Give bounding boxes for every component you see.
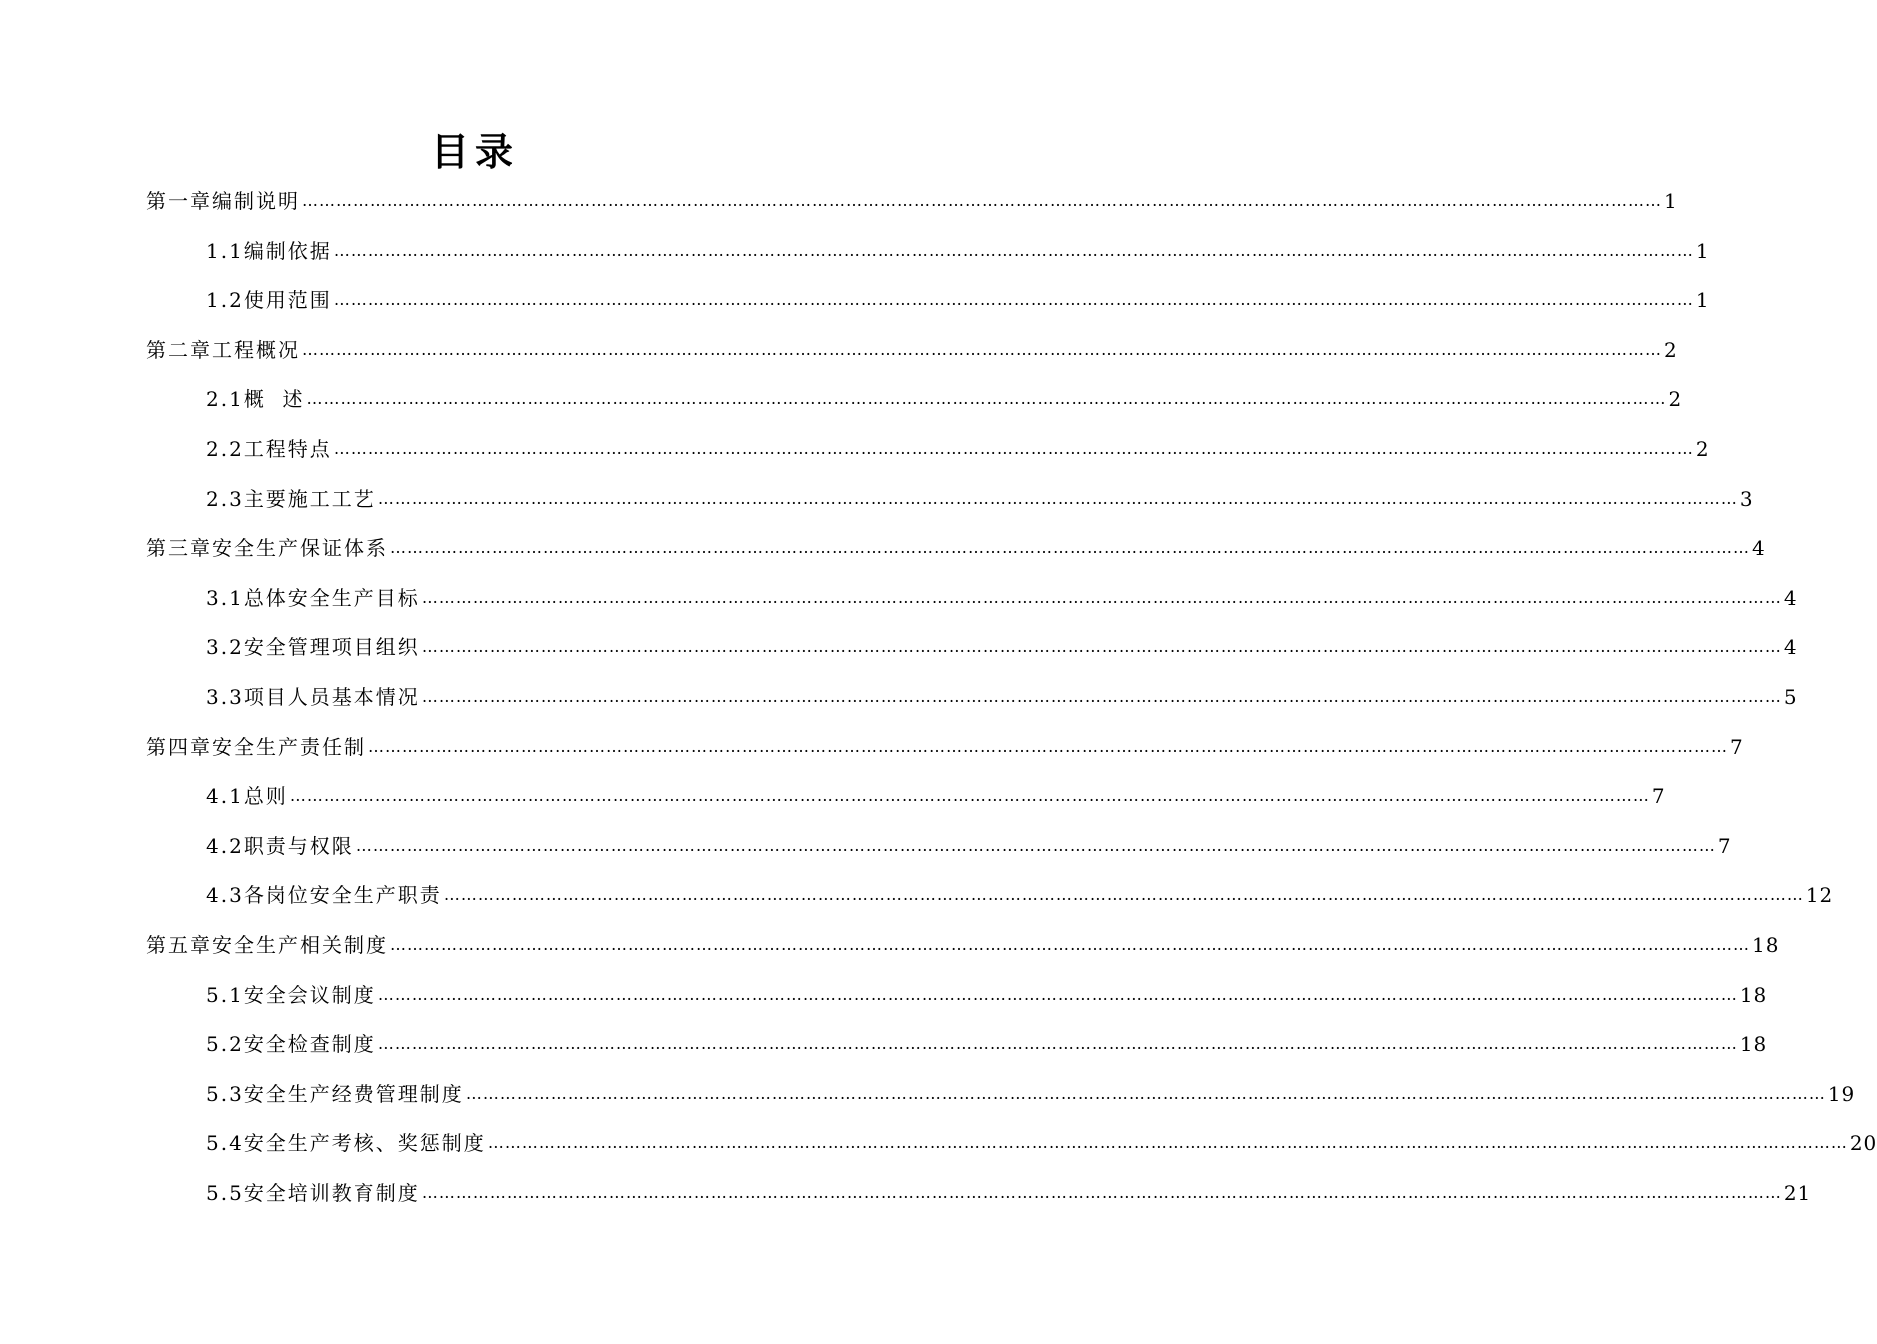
- toc-entry[interactable]: [206, 424, 1710, 474]
- toc-entry-page: 18: [1739, 982, 1768, 1007]
- toc-entry-page: 2: [1695, 437, 1710, 461]
- toc-entry-label: 安全培训教育制度: [243, 1181, 420, 1205]
- toc-entry-number: 5.3: [206, 1081, 244, 1106]
- toc-entry[interactable]: [146, 722, 1744, 772]
- toc-entry-number: 3.1: [206, 585, 244, 610]
- toc-entry-number: 4.1: [206, 784, 244, 809]
- toc-entry-label: 编制说明: [212, 189, 300, 213]
- toc-entry-page: 2: [1668, 387, 1683, 412]
- toc-entry[interactable]: [206, 573, 1798, 623]
- page-title: 目录: [430, 130, 519, 174]
- toc-entry-label: 安全生产相关制度: [212, 933, 388, 957]
- toc-entry[interactable]: [206, 226, 1710, 276]
- toc-entry[interactable]: [206, 374, 1683, 424]
- toc-entry-leader: ……………………………………………………………………………………………………………………………………………………………………………………………………………………: [421, 637, 1782, 657]
- toc-entry-number: 5.5: [206, 1181, 244, 1205]
- toc-entry[interactable]: [146, 920, 1780, 970]
- toc-entry-page: 1: [1695, 288, 1710, 313]
- toc-entry-label: 安全生产责任制: [212, 734, 366, 759]
- toc-entry-label: 安全管理项目组织: [243, 635, 420, 660]
- toc-entry-leader: ……………………………………………………………………………………………………………………………………………………………………………………………………………………: [421, 1183, 1782, 1202]
- toc-entry-page: 4: [1783, 585, 1798, 610]
- toc-entry-number: 4.2: [206, 833, 244, 858]
- toc-entry[interactable]: [206, 1168, 1812, 1218]
- toc-entry-leader: ……………………………………………………………………………………………………………………………………………………………………………………………………………………: [377, 1034, 1738, 1054]
- toc-entry-leader: ……………………………………………………………………………………………………………………………………………………………………………………………………………………: [302, 191, 1662, 210]
- toc-entry-label: 项目人员基本情况: [243, 685, 420, 709]
- toc-entry-page: 5: [1783, 685, 1798, 709]
- toc-entry-leader: ……………………………………………………………………………………………………………………………………………………………………………………………………………………: [465, 1083, 1826, 1103]
- toc-entry[interactable]: [206, 672, 1798, 722]
- toc-entry-number: 第三章: [146, 536, 212, 561]
- toc-entry-label: 工程特点: [243, 437, 332, 461]
- toc-entry[interactable]: [206, 1069, 1856, 1119]
- toc-entry-leader: ……………………………………………………………………………………………………………………………………………………………………………………………………………………: [487, 1133, 1848, 1153]
- toc-entry-leader: ……………………………………………………………………………………………………………………………………………………………………………………………………………………: [306, 389, 1667, 409]
- toc-entry-page: 18: [1739, 1032, 1768, 1057]
- toc-entry-label: 各岗位安全生产职责: [243, 883, 442, 908]
- toc-entry[interactable]: [206, 771, 1666, 821]
- toc-entry-label: 安全生产考核、奖惩制度: [243, 1131, 486, 1156]
- toc-entry-page: 1: [1695, 238, 1710, 263]
- toc-entry-page: 1: [1664, 189, 1678, 213]
- toc-entry-number: 1.1: [206, 238, 244, 263]
- toc-entry-leader: ……………………………………………………………………………………………………………………………………………………………………………………………………………………: [333, 439, 1694, 458]
- toc-entry-label: 主要施工工艺: [243, 486, 376, 511]
- toc-entry[interactable]: [206, 622, 1798, 672]
- toc-entry-number: 5.1: [206, 982, 244, 1007]
- toc-entry-label: 总则: [243, 784, 288, 809]
- toc-entry-page: 4: [1783, 635, 1798, 660]
- toc-entry-number: 1.2: [206, 288, 244, 313]
- toc-entry-page: 21: [1783, 1181, 1812, 1205]
- toc-entry-leader: ……………………………………………………………………………………………………………………………………………………………………………………………………………………: [421, 587, 1782, 607]
- toc-entry[interactable]: [206, 970, 1768, 1020]
- toc-entry-number: 3.2: [206, 635, 244, 660]
- toc-entry-label: 职责与权限: [243, 833, 354, 858]
- toc-entry-label: 编制依据: [243, 238, 332, 263]
- toc-entry-leader: ……………………………………………………………………………………………………………………………………………………………………………………………………………………: [333, 290, 1694, 310]
- toc-entry-number: 第五章: [146, 933, 212, 957]
- toc-entry[interactable]: [206, 1019, 1768, 1069]
- toc-entry-label: 使用范围: [243, 288, 332, 313]
- toc-entry-label: 概 述: [243, 387, 305, 412]
- toc-entry-label: 安全生产经费管理制度: [243, 1081, 464, 1106]
- toc-entry-page: 2: [1664, 337, 1678, 362]
- toc-entry[interactable]: [206, 474, 1754, 524]
- toc-entry-leader: ……………………………………………………………………………………………………………………………………………………………………………………………………………………: [390, 935, 1750, 954]
- toc-entry-number: 5.4: [206, 1131, 244, 1156]
- toc-entry-leader: ……………………………………………………………………………………………………………………………………………………………………………………………………………………: [355, 835, 1716, 855]
- toc-entry-label: 安全生产保证体系: [212, 536, 388, 561]
- toc-entry-page: 20: [1849, 1131, 1877, 1156]
- toc-entry-leader: ……………………………………………………………………………………………………………………………………………………………………………………………………………………: [377, 984, 1738, 1004]
- toc-entry-page: 3: [1739, 486, 1754, 511]
- toc-entry-number: 第一章: [146, 189, 212, 213]
- toc-entry-number: 3.3: [206, 685, 244, 709]
- toc-entry[interactable]: [146, 176, 1678, 226]
- toc-entry-number: 第四章: [146, 734, 212, 759]
- toc-entry-leader: ……………………………………………………………………………………………………………………………………………………………………………………………………………………: [289, 786, 1650, 806]
- toc-entry-leader: ……………………………………………………………………………………………………………………………………………………………………………………………………………………: [368, 736, 1728, 756]
- toc-entry-leader: ……………………………………………………………………………………………………………………………………………………………………………………………………………………: [377, 488, 1738, 508]
- toc-entry[interactable]: [206, 275, 1710, 325]
- toc-entry-label: 安全检查制度: [243, 1032, 376, 1057]
- toc-entry[interactable]: [206, 1118, 1877, 1168]
- toc-entry[interactable]: [146, 523, 1766, 573]
- toc-entry-leader: ……………………………………………………………………………………………………………………………………………………………………………………………………………………: [390, 538, 1750, 558]
- toc-entry-number: 4.3: [206, 883, 244, 908]
- toc-entry-leader: ……………………………………………………………………………………………………………………………………………………………………………………………………………………: [302, 339, 1662, 359]
- toc-entry-page: 19: [1827, 1081, 1856, 1106]
- toc-entry-leader: ……………………………………………………………………………………………………………………………………………………………………………………………………………………: [333, 240, 1694, 260]
- toc-entry-page: 12: [1805, 883, 1834, 908]
- toc-entry-page: 7: [1651, 784, 1666, 809]
- toc-entry-page: 7: [1717, 833, 1732, 858]
- toc-entry[interactable]: [146, 325, 1678, 375]
- toc-entry-page: 7: [1730, 734, 1744, 759]
- toc-entry-label: 工程概况: [212, 337, 300, 362]
- toc-entry-label: 安全会议制度: [243, 982, 376, 1007]
- toc-entry-page: 4: [1752, 536, 1766, 561]
- toc-entry-number: 第二章: [146, 337, 212, 362]
- toc-entry[interactable]: [206, 821, 1732, 871]
- toc-entry-number: 2.2: [206, 437, 244, 461]
- toc-entry-number: 2.3: [206, 486, 244, 511]
- toc-entry-leader: ……………………………………………………………………………………………………………………………………………………………………………………………………………………: [421, 687, 1782, 706]
- toc-entry-label: 总体安全生产目标: [243, 585, 420, 610]
- toc-entry-number: 5.2: [206, 1032, 244, 1057]
- toc-entry-number: 2.1: [206, 387, 244, 412]
- toc-entry-leader: ……………………………………………………………………………………………………………………………………………………………………………………………………………………: [443, 885, 1804, 905]
- toc-entry[interactable]: [206, 870, 1834, 920]
- toc-entry-page: 18: [1752, 933, 1780, 957]
